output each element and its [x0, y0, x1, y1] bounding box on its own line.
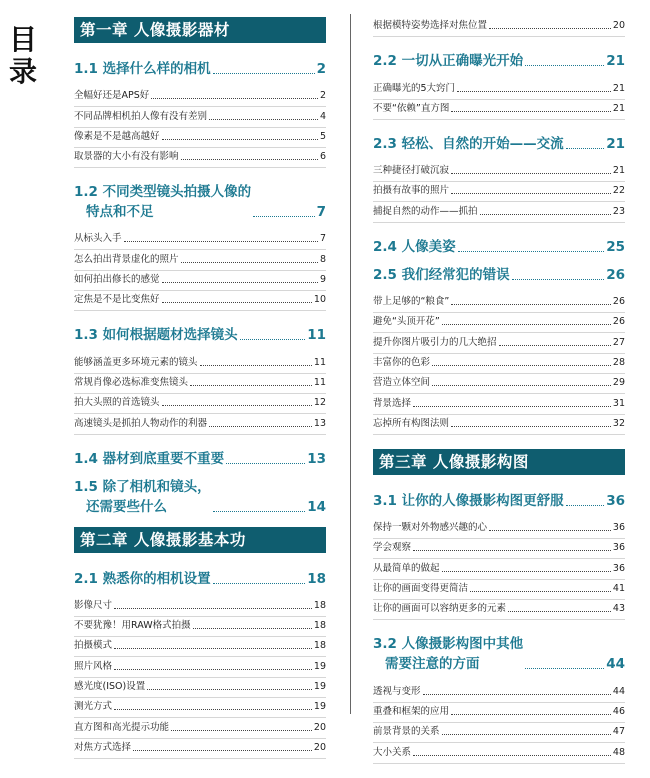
toc-entry[interactable]: [373, 354, 625, 374]
section-page-number: 21: [606, 53, 625, 70]
entry-page-number: 21: [612, 102, 625, 114]
entry-title: 前景背景的关系: [373, 726, 440, 738]
section-heading[interactable]: [373, 265, 625, 285]
entry-page-number: 29: [612, 377, 625, 389]
entry-page-number: 26: [612, 296, 625, 308]
toc-entry[interactable]: [74, 394, 326, 414]
section-page-number: 2: [316, 61, 326, 77]
entry-page-number: 22: [612, 185, 625, 197]
section-heading[interactable]: [74, 449, 326, 469]
section-title-line: 3.1 让你的人像摄影构图更舒服: [373, 492, 564, 509]
toc-entry[interactable]: [74, 271, 326, 291]
entry-page-number: 4: [319, 110, 326, 122]
toc-entry[interactable]: [373, 333, 625, 353]
dot-leader: [162, 282, 318, 283]
section-heading[interactable]: [74, 182, 326, 222]
entry-group: [74, 87, 326, 168]
entry-title: 重叠和框架的应用: [373, 705, 450, 717]
toc-entry[interactable]: [373, 313, 625, 333]
dot-leader: [200, 365, 312, 366]
entry-page-number: 26: [612, 316, 625, 328]
entry-page-number: 47: [612, 726, 625, 738]
section-title-line: 2.3 轻松、自然的开始——交流: [373, 135, 564, 152]
column-divider: [350, 14, 351, 714]
section-heading[interactable]: [373, 51, 625, 71]
section-page-number: 14: [307, 498, 326, 515]
dot-leader: [213, 73, 315, 74]
section-title-line: 1.5 除了相机和镜头，: [74, 478, 211, 495]
section-title-line: 特点和不足: [86, 204, 154, 221]
dot-leader: [525, 65, 604, 66]
entry-title: 从标头入手: [74, 233, 122, 245]
toc-entry[interactable]: [373, 79, 625, 99]
entry-title: 避免“头顶开花”: [373, 316, 440, 328]
entry-group: [373, 79, 625, 120]
toc-entry[interactable]: [74, 597, 326, 617]
entry-page-number: 28: [612, 356, 625, 368]
dot-leader: [114, 608, 312, 609]
entry-title: 丰富你的色彩: [373, 356, 431, 368]
dot-leader: [432, 385, 611, 386]
section-heading[interactable]: [373, 134, 625, 154]
dot-leader: [458, 251, 605, 252]
entry-page-number: 10: [313, 294, 326, 306]
entry-group: [373, 682, 625, 763]
entry-page-number: 18: [313, 599, 326, 611]
dot-leader: [124, 241, 318, 242]
section-title-line: 还需要些什么: [86, 498, 167, 515]
section-page-number: 26: [606, 266, 625, 283]
entry-page-number: 11: [313, 356, 326, 368]
toc-entry[interactable]: [373, 100, 625, 120]
section-title-line: 1.3 如何根据题材选择镜头: [74, 327, 238, 344]
toc-entry[interactable]: [373, 743, 625, 763]
entry-title: 常规肖像必选标准变焦镜头: [74, 376, 189, 388]
dot-leader: [181, 262, 318, 263]
dot-leader: [451, 426, 611, 427]
entry-group: [373, 162, 625, 223]
entry-page-number: 32: [612, 417, 625, 429]
section-title: [74, 182, 251, 222]
entry-group: [74, 353, 326, 434]
toc-entry[interactable]: [373, 600, 625, 620]
entry-title: 根据模特姿势选择对焦位置: [373, 20, 488, 32]
entry-page-number: 13: [313, 417, 326, 429]
toc-entry[interactable]: [373, 162, 625, 182]
toc-entry[interactable]: [373, 17, 625, 37]
dot-leader: [226, 463, 305, 464]
entry-page-number: 20: [612, 20, 625, 32]
dot-leader: [451, 111, 611, 112]
entry-page-number: 19: [313, 701, 326, 713]
dot-leader: [442, 571, 611, 572]
entry-title: 影像尺寸: [74, 599, 113, 611]
section-heading[interactable]: [373, 237, 625, 257]
entry-title: 拍摄模式: [74, 640, 113, 652]
toc-entry[interactable]: [74, 739, 326, 759]
section-heading[interactable]: [373, 634, 625, 674]
dot-leader: [209, 426, 312, 427]
entry-page-number: 36: [612, 522, 625, 534]
toc-entry[interactable]: [373, 539, 625, 559]
section-title: [373, 265, 510, 285]
entry-page-number: 5: [319, 130, 326, 142]
entry-title: 提升你图片吸引力的几大绝招: [373, 336, 497, 348]
entry-title: 营造立体空间: [373, 377, 431, 389]
dot-leader: [114, 669, 312, 670]
toc-entry[interactable]: [74, 87, 326, 107]
toc-entry[interactable]: [74, 107, 326, 127]
dot-leader: [413, 755, 611, 756]
dot-leader: [566, 148, 605, 149]
entry-page-number: 12: [313, 397, 326, 409]
entry-title: 捕捉自然的动作——抓拍: [373, 205, 478, 217]
section-page-number: 11: [307, 327, 326, 344]
entry-title: 测光方式: [74, 701, 113, 713]
dot-leader: [525, 668, 604, 669]
entry-page-number: 48: [612, 746, 625, 758]
toc-entry[interactable]: [373, 182, 625, 202]
section-page-number: 25: [606, 238, 625, 255]
toc-entry[interactable]: [74, 230, 326, 250]
section-title: [373, 237, 456, 257]
entry-title: 不要犹豫！用RAW格式拍摄: [74, 620, 191, 632]
toc-entry[interactable]: [373, 703, 625, 723]
section-page-number: 36: [606, 492, 625, 509]
dot-leader: [213, 583, 306, 584]
entry-title: 忘掉所有构图法则: [373, 417, 450, 429]
section-title-line: 3.2 人像摄影构图中其他: [373, 636, 524, 653]
section-title: [373, 634, 523, 674]
dot-leader: [423, 694, 611, 695]
section-title: [74, 477, 211, 517]
section-title-line: 2.5 我们经常犯的错误: [373, 266, 510, 283]
section-title: [74, 59, 211, 79]
dot-leader: [480, 214, 611, 215]
section-heading[interactable]: [74, 477, 326, 517]
section-title: [74, 325, 238, 345]
entry-title: 能够涵盖更多环境元素的镜头: [74, 356, 198, 368]
toc-entry[interactable]: [74, 128, 326, 148]
entry-page-number: 43: [612, 603, 625, 615]
entry-title: 对焦方式选择: [74, 741, 132, 753]
entry-page-number: 21: [612, 82, 625, 94]
toc-entry[interactable]: [373, 723, 625, 743]
dot-leader: [451, 714, 611, 715]
entry-page-number: 36: [612, 542, 625, 554]
dot-leader: [181, 159, 318, 160]
entry-title: 定焦是不是比变焦好: [74, 294, 160, 306]
entry-group: [373, 519, 625, 620]
dot-leader: [499, 345, 611, 346]
dot-leader: [451, 173, 611, 174]
toc-entry[interactable]: [373, 202, 625, 222]
toc-column-left: [74, 17, 326, 773]
chapter-heading: 第三章 人像摄影构图: [373, 449, 625, 475]
section-heading[interactable]: [74, 59, 326, 79]
entry-page-number: 19: [313, 681, 326, 693]
section-heading[interactable]: [74, 569, 326, 589]
section-title: [74, 449, 224, 469]
section-title-line: 需要注意的方面: [385, 656, 480, 673]
section-title-line: 2.4 人像美姿: [373, 238, 456, 255]
entry-title: 如何拍出修长的感觉: [74, 274, 160, 286]
toc-entry[interactable]: [373, 293, 625, 313]
toc-entry[interactable]: [74, 374, 326, 394]
entry-title: 大小关系: [373, 746, 412, 758]
toc-entry[interactable]: [74, 657, 326, 677]
section-page-number: 13: [307, 450, 326, 467]
section-title-line: 1.4 器材到底重要不重要: [74, 450, 225, 467]
toc-entry[interactable]: [373, 580, 625, 600]
dot-leader: [209, 119, 318, 120]
dot-leader: [566, 505, 605, 506]
toc-entry[interactable]: [373, 415, 625, 435]
dot-leader: [413, 406, 611, 407]
entry-group: [373, 293, 625, 435]
entry-title: 全幅好还是APS好: [74, 90, 150, 102]
entry-title: 三种捷径打破沉寂: [373, 165, 450, 177]
entry-title: 取景器的大小有没有影响: [74, 151, 179, 163]
toc-entry[interactable]: [74, 250, 326, 270]
dot-leader: [457, 91, 611, 92]
entry-page-number: 7: [319, 233, 326, 245]
entry-page-number: 41: [612, 583, 625, 595]
toc-entry[interactable]: [373, 559, 625, 579]
dot-leader: [489, 28, 611, 29]
entry-page-number: 27: [612, 336, 625, 348]
entry-title: 拍大头照的首选镜头: [74, 397, 160, 409]
toc-entry[interactable]: [74, 678, 326, 698]
section-page-number: 18: [307, 570, 326, 587]
entry-title: 高速镜头是抓拍人物动作的利器: [74, 417, 208, 429]
section-title: [373, 51, 523, 71]
section-page-number: 7: [316, 204, 326, 221]
dot-leader: [190, 385, 312, 386]
entry-page-number: 20: [313, 741, 326, 753]
section-heading[interactable]: [373, 491, 625, 511]
dot-leader: [451, 193, 611, 194]
dot-leader: [240, 339, 306, 340]
entry-page-number: 31: [612, 397, 625, 409]
entry-title: 从最简单的做起: [373, 562, 440, 574]
dot-leader: [147, 689, 312, 690]
toc-entry[interactable]: [373, 394, 625, 414]
entry-page-number: 20: [313, 721, 326, 733]
entry-page-number: 46: [612, 705, 625, 717]
toc-entry[interactable]: [74, 414, 326, 434]
dot-leader: [162, 405, 312, 406]
entry-title: 不同品牌相机拍人像有没有差别: [74, 110, 208, 122]
toc-entry[interactable]: [74, 353, 326, 373]
entry-group: [74, 230, 326, 311]
dot-leader: [432, 365, 611, 366]
dot-leader: [253, 216, 314, 217]
toc-entry[interactable]: [373, 374, 625, 394]
entry-title: 学会观察: [373, 542, 412, 554]
dot-leader: [413, 550, 611, 551]
dot-leader: [508, 611, 611, 612]
entry-title: 让你的画面可以容纳更多的元素: [373, 603, 507, 615]
section-heading[interactable]: [74, 325, 326, 345]
entry-title: 直方图和高光提示功能: [74, 721, 170, 733]
entry-title: 感光度(ISO)设置: [74, 681, 146, 693]
entry-title: 背景选择: [373, 397, 412, 409]
section-page-number: 44: [606, 656, 625, 673]
entry-title: 透视与变形: [373, 685, 421, 697]
entry-page-number: 36: [612, 562, 625, 574]
dot-leader: [451, 304, 611, 305]
toc-column-right: [373, 17, 625, 778]
entry-title: 像素是不是越高越好: [74, 130, 160, 142]
toc-entry[interactable]: [74, 148, 326, 168]
entry-title: 正确曝光的5大窍门: [373, 82, 456, 94]
dot-leader: [162, 139, 318, 140]
section-title-line: 2.1 熟悉你的相机设置: [74, 570, 211, 587]
entry-title: 带上足够的“粮食”: [373, 296, 450, 308]
section-title: [373, 491, 564, 511]
entry-title: 不要“依赖”直方图: [373, 102, 450, 114]
dot-leader: [489, 530, 611, 531]
toc-entry[interactable]: [74, 637, 326, 657]
entry-page-number: 19: [313, 660, 326, 672]
dot-leader: [114, 648, 312, 649]
dot-leader: [171, 730, 312, 731]
entry-page-number: 8: [319, 253, 326, 265]
toc-entry[interactable]: [74, 617, 326, 637]
entry-page-number: 11: [313, 376, 326, 388]
toc-entry[interactable]: [74, 291, 326, 311]
dot-leader: [114, 709, 312, 710]
entry-page-number: 18: [313, 640, 326, 652]
entry-page-number: 18: [313, 620, 326, 632]
dot-leader: [442, 734, 611, 735]
toc-entry[interactable]: [373, 682, 625, 702]
entry-title: 保持一颗对外物感兴趣的心: [373, 522, 488, 534]
entry-page-number: 9: [319, 274, 326, 286]
dot-leader: [162, 302, 312, 303]
dot-leader: [442, 324, 611, 325]
chapter-heading: 第一章 人像摄影器材: [74, 17, 326, 43]
section-title: [373, 134, 564, 154]
entry-title: 怎么拍出背景虚化的照片: [74, 253, 179, 265]
section-title-line: 1.2 不同类型镜头拍摄人像的: [74, 184, 252, 201]
entry-page-number: 6: [319, 151, 326, 163]
entry-page-number: 23: [612, 205, 625, 217]
entry-group: [74, 597, 326, 759]
section-title-line: 2.2 一切从正确曝光开始: [373, 53, 524, 70]
dot-leader: [213, 511, 306, 512]
entry-group: [373, 17, 625, 37]
dot-leader: [193, 628, 312, 629]
dot-leader: [512, 279, 605, 280]
section-page-number: 21: [606, 135, 625, 152]
entry-page-number: 44: [612, 685, 625, 697]
toc-title: 目录: [8, 23, 37, 88]
chapter-heading: 第二章 人像摄影基本功: [74, 527, 326, 553]
entry-page-number: 2: [319, 90, 326, 102]
entry-page-number: 21: [612, 165, 625, 177]
toc-entry[interactable]: [74, 718, 326, 738]
dot-leader: [133, 750, 312, 751]
dot-leader: [151, 98, 318, 99]
section-title: [74, 569, 211, 589]
section-title-line: 1.1 选择什么样的相机: [74, 61, 211, 77]
entry-title: 照片风格: [74, 660, 113, 672]
toc-entry[interactable]: [74, 698, 326, 718]
toc-entry[interactable]: [373, 519, 625, 539]
dot-leader: [470, 591, 611, 592]
entry-title: 让你的画面变得更简洁: [373, 583, 469, 595]
entry-title: 拍摄有故事的照片: [373, 185, 450, 197]
